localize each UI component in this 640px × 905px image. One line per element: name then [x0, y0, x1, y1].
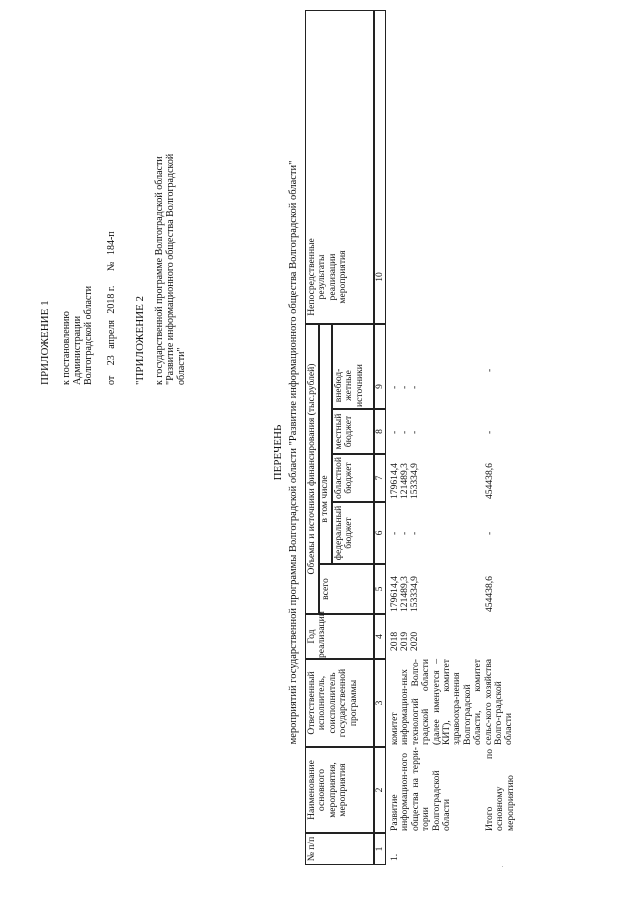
row-regional-2019: 121489,3 [399, 463, 410, 499]
row-total-2020: 153334,9 [409, 576, 420, 612]
colnum-9: 9 [374, 384, 385, 389]
header-num-text: № п/п [306, 836, 317, 862]
number-value: 184-п [106, 231, 117, 256]
header-name-text: Наименование основного мероприятия, мероприятия [306, 760, 349, 820]
colnum-6: 6 [374, 530, 385, 536]
row-name: Развитие информацион-ного общества на терри-тории Волгоградской области [389, 747, 453, 831]
appendix-1-block [40, 25, 187, 385]
header-year-text: Год реализации [306, 611, 328, 658]
header-federal-text: федеральный бюджет [333, 505, 355, 561]
appendix-1-to-line: к постановлению [61, 311, 72, 385]
row-year-2018: 2018 [389, 631, 400, 651]
header-executor-text: Ответственный исполнитель, соисполнитель государственной программы [306, 668, 359, 738]
colnum-8: 8 [374, 429, 385, 434]
appendix-1-region-line: Волгоградской области [83, 285, 94, 385]
row-year-2019: 2019 [399, 631, 410, 651]
summary-federal: - [484, 531, 495, 535]
date-year-suffix: г. [106, 285, 117, 292]
appendix-2-line2: "Развитие информационного общества Волгоградской [165, 153, 176, 385]
row-year-2020: 2020 [409, 631, 420, 651]
header-regional-text: областной бюджет [333, 457, 355, 500]
row-extrabudget-2019: - [399, 385, 410, 389]
row-extrabudget-2018: - [389, 385, 400, 389]
header-local-text: местный бюджет [333, 413, 355, 450]
colnum-1: 1 [374, 846, 385, 852]
summary-total: 454438,6 [484, 576, 495, 612]
row-federal-2019: - [399, 531, 410, 535]
row-local-2020: - [409, 430, 420, 434]
date-prefix: от [106, 375, 117, 385]
appendix-2-line1: к государственной программе Волгоградской области [154, 156, 165, 385]
date-month: апреля [106, 320, 117, 349]
appendix-1-admin-line: Администрации [72, 315, 83, 385]
row-regional-2020: 153334,9 [409, 463, 420, 499]
document-title: ПЕРЕЧЕНЬ [272, 424, 284, 481]
colnum-4: 4 [374, 634, 385, 639]
date-year: 2018 [106, 293, 117, 314]
header-total-text: всего [320, 578, 331, 600]
header-extrabudget-text: внебюд-жетные источники [333, 364, 365, 407]
colnum-2: 2 [374, 787, 385, 793]
document-subtitle: мероприятий государственной программы Волгоградской области "Развитие информационного общества Волгоградской области" [288, 160, 299, 745]
row-local-2018: - [389, 430, 400, 434]
header-including-text: в том числе [319, 475, 330, 523]
date-day: 23 [106, 355, 117, 366]
summary-regional: 454438,6 [484, 463, 495, 499]
row-regional-2018: 179614,4 [389, 463, 400, 499]
row-local-2019: - [399, 430, 410, 434]
appendix-1-date-line [106, 25, 117, 385]
appendix-1-title: ПРИЛОЖЕНИЕ 1 [39, 300, 51, 385]
colnum-7: 7 [374, 475, 385, 481]
colnum-10: 10 [374, 272, 385, 282]
summary-label: Итого по основному мероприятию [484, 749, 516, 831]
row-num: 1. [389, 853, 400, 861]
header-results-text: Непосредственные результаты реализации мероприятия [306, 238, 349, 316]
header-funding-text: Объемы и источники финансирования (тыс.рублей) [306, 363, 317, 575]
summary-local: - [484, 430, 495, 434]
appendix-2-title: "ПРИЛОЖЕНИЕ 2 [134, 295, 146, 385]
colnum-3: 3 [374, 700, 385, 706]
row-total-2018: 179614,4 [389, 576, 400, 612]
row-federal-2018: - [389, 531, 400, 535]
number-label: № [106, 261, 117, 272]
row-total-2019: 121489,3 [399, 576, 410, 612]
scan-speck [502, 866, 503, 867]
appendix-2-line3: области" [176, 347, 187, 385]
colnum-5: 5 [374, 586, 385, 592]
row-extrabudget-2020: - [409, 385, 420, 389]
row-federal-2020: - [409, 531, 420, 535]
row-executor: комитет информацион-ных технологий Волго-градской области (далее именуется – КИТ), комитет здравоохра-нения Волгоградской области, комитет сельс-кого хозяйства Волго-градской области [389, 659, 515, 745]
summary-extrabudget: - [484, 368, 495, 372]
